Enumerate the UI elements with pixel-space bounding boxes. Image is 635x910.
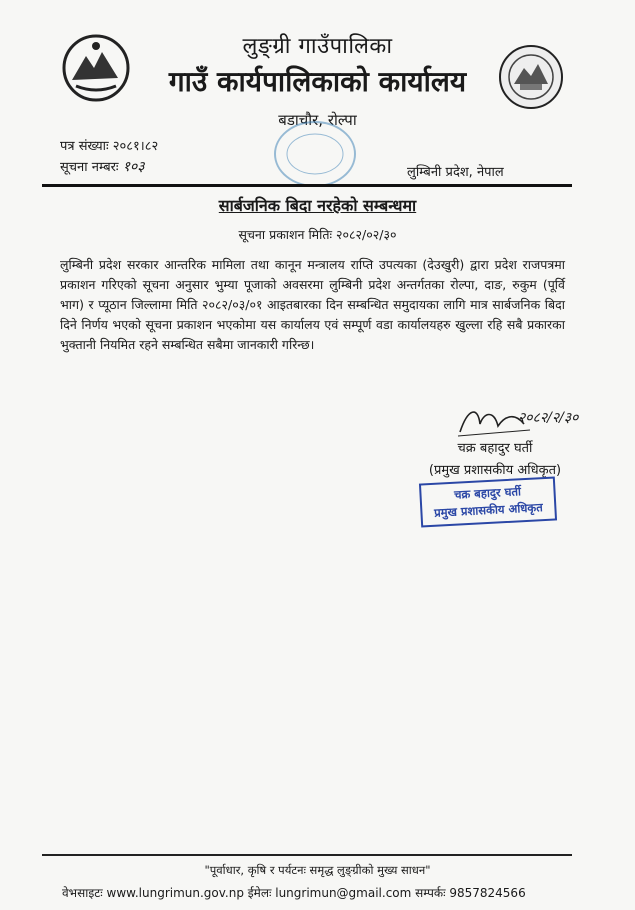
signature-date: २०८२/२/३० <box>518 410 579 426</box>
official-stamp <box>419 476 557 527</box>
notice-body: लुम्बिनी प्रदेश सरकार आन्तरिक मामिला तथा कानून मन्त्रालय राप्ति उपत्यका (देउखुरी) द्वारा प्रदेश राजपत्रमा प्रकाशन गरिएको सूचना अनुसार भुम्या पूजाको अवसरमा लुम्बिनी प्रदेश अन्तर्गतका रोल्पा, दाङ, रुकुम (पूर्वि भाग) र प्यूठान जिल्लामा मिति २०८२/०३/०१ आइतबारका दिन सम्बन्धित समुदायका लागि मात्र सार्बजनिक बिदा दिने निर्णय भएको सूचना प्रकाशन भएकोमा यस कार्यालय एवं सम्पूर्ण वडा कार्यालयहरु खुल्ला रहि सबै प्रकारका भुक्तानी नियमित रहने सम्बन्धित सबैमा जानकारी गरिन्छ। <box>60 257 565 352</box>
publish-date: सूचना प्रकाशन मितिः २०८२/०२/३० <box>238 227 397 242</box>
office-address: बडाचौर, रोल्पा <box>278 111 357 129</box>
footer-divider <box>42 854 572 856</box>
footer-motto: "पूर्वाधार, कृषि र पर्यटनः समृद्ध लुङ्ग्रीको मुख्य साधन" <box>204 863 431 877</box>
letter-number <box>60 136 158 154</box>
signatory-title: (प्रमुख प्रशासकीय अधिकृत) <box>428 463 562 478</box>
municipality-name: लुङ्ग्री गाउँपालिका <box>242 34 393 59</box>
header-divider <box>42 184 572 187</box>
notice-subject: सार्बजनिक बिदा नरहेको सम्बन्धमा <box>218 196 417 215</box>
letter-number-label: पत्र संख्याः <box>60 139 109 154</box>
signatory-name: चक्र बहादुर घर्ती <box>457 441 533 456</box>
office-title: गाउँ कार्यपालिकाको कार्यालय <box>168 65 467 98</box>
footer-contact: वेभसाइटः www.lungrimun.gov.np ईमेलः lungrimun@gmail.com सम्पर्कः 9857824566 <box>62 886 526 900</box>
notice-number-label: सूचना नम्बरः <box>60 160 119 175</box>
stamp-title: प्रमुख प्रशासकीय अधिकृत <box>433 500 544 520</box>
stamp-name: चक्र बहादुर घर्ती <box>453 484 522 502</box>
office-stamp-icon <box>272 118 358 190</box>
province-label: लुम्बिनी प्रदेश, नेपाल <box>407 165 504 180</box>
notice-number <box>60 157 145 176</box>
letter-number-value: २०८१।८२ <box>112 139 159 154</box>
notice-number-value: १०३ <box>122 159 145 175</box>
